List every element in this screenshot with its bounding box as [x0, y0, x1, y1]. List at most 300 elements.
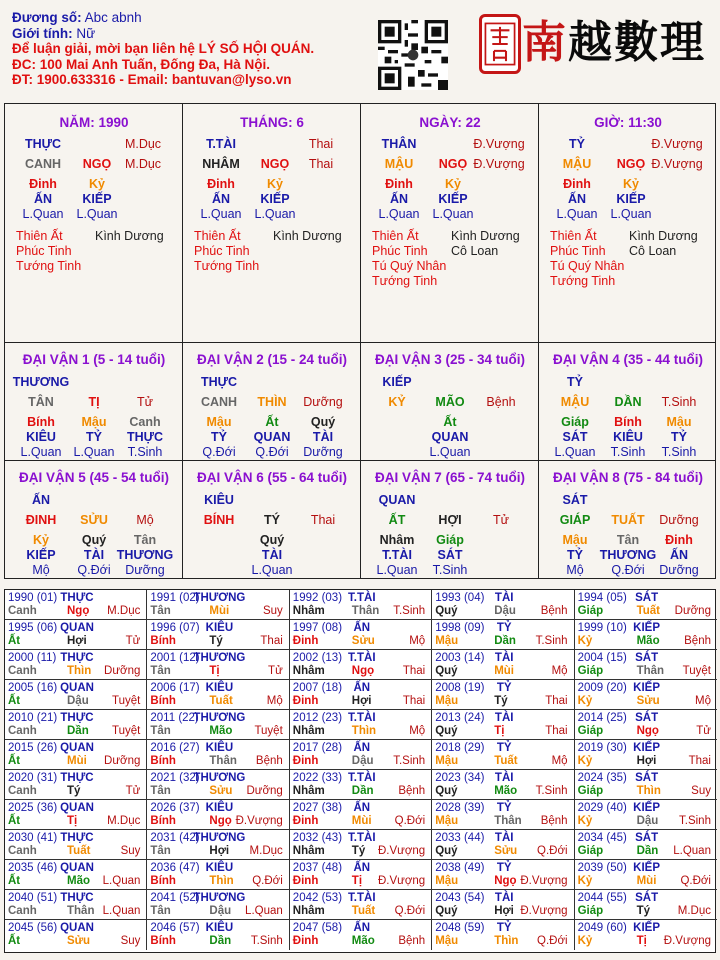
year-ten-god: ẤN — [353, 922, 371, 934]
year-ten-god: T.TÀI — [348, 892, 376, 904]
year-cell — [290, 830, 432, 860]
year-can: Mậu — [435, 695, 459, 707]
year-ten-god: KIÊU — [205, 682, 234, 694]
year-chi: Tý — [67, 785, 81, 797]
year-cell — [5, 620, 147, 650]
year-chi: Tý — [494, 695, 508, 707]
dai-van-title: ĐẠI VẬN 4 (35 - 44 tuổi) — [552, 352, 704, 367]
year-cell — [575, 650, 717, 680]
year-chi: Thân — [351, 605, 380, 617]
year-label: 2030 (41) — [8, 832, 58, 844]
year-ten-god: KIẾP — [633, 862, 661, 874]
year-can: Giáp — [577, 605, 604, 617]
year-ten-god: THỰC — [60, 652, 94, 664]
year-label: 2009 (20) — [577, 682, 627, 694]
dai-van-hidden-stem: Nhâm — [379, 533, 415, 547]
year-can: Bính — [150, 755, 176, 767]
year-cell — [290, 740, 432, 770]
year-ten-god: THƯƠNG — [193, 652, 246, 664]
pillar-cell — [360, 103, 539, 343]
year-ten-god: QUAN — [60, 622, 94, 634]
pillar-ten-god: THỰC — [24, 137, 62, 151]
year-stage: Thai — [688, 755, 711, 767]
year-chi: Dần — [494, 635, 516, 647]
year-can: Nhâm — [292, 905, 325, 917]
dai-van-hidden-stem: Ất — [265, 415, 279, 429]
year-stage: T.Sinh — [535, 635, 568, 647]
year-cell — [290, 680, 432, 710]
seal-stamp-icon — [479, 14, 521, 74]
year-can: Bính — [150, 875, 176, 887]
dai-van-cell — [4, 460, 183, 579]
pillar-hidden-stage: L.Quan — [556, 207, 598, 221]
year-label: 2010 (21) — [8, 712, 58, 724]
dai-van-stage: Mộ — [136, 513, 154, 527]
year-chi: Sửu — [494, 845, 518, 857]
year-stage: L.Quan — [102, 875, 141, 887]
dai-van-hidden-stem: Tân — [616, 533, 640, 547]
year-chi: Tị — [636, 935, 647, 947]
dai-van-hidden-stem: Tân — [133, 533, 157, 547]
dai-van-ten-god: TỶ — [567, 375, 583, 389]
year-ten-god: SÁT — [635, 592, 659, 604]
year-cell — [147, 680, 289, 710]
year-stage: M.Dục — [249, 845, 283, 857]
year-stage: Suy — [691, 785, 711, 797]
year-stage: Mộ — [266, 695, 283, 707]
dai-van-chi: DẦN — [614, 395, 642, 409]
year-can: Giáp — [577, 785, 604, 797]
year-stage: Đ.Vượng — [235, 815, 283, 827]
dai-van-ten-god: THƯƠNG — [12, 375, 70, 389]
dai-van-hidden-stem: Mậu — [206, 415, 232, 429]
dai-van-stage: Dưỡng — [659, 513, 699, 527]
year-cell — [147, 920, 289, 950]
year-cell — [5, 860, 147, 890]
dai-van-hidden-god: TÀI — [312, 430, 334, 444]
year-chi: Hợi — [209, 845, 230, 857]
year-cell — [5, 800, 147, 830]
year-label: 2029 (40) — [577, 802, 627, 814]
year-can: Canh — [8, 665, 37, 677]
year-label: 2016 (27) — [150, 742, 200, 754]
year-cell — [575, 890, 717, 920]
pillar-hidden-god: KIẾP — [438, 192, 468, 206]
year-chi: Tý — [209, 635, 223, 647]
year-ten-god: KIÊU — [205, 622, 234, 634]
year-label: 2034 (45) — [577, 832, 627, 844]
year-chi: Dần — [351, 785, 374, 797]
year-chi: Tị — [494, 725, 505, 737]
pillar-chi-stage: M.Dục — [124, 157, 162, 171]
year-ten-god: TÀI — [494, 652, 514, 664]
pillar-star: Phúc Tinh — [16, 244, 72, 258]
year-ten-god: QUAN — [60, 922, 94, 934]
year-chi: Thìn — [494, 935, 519, 947]
dai-van-stage: Dưỡng — [303, 395, 343, 409]
year-ten-god: QUAN — [60, 682, 94, 694]
dai-van-hidden-stage: Mộ — [32, 563, 50, 577]
pillar-star: Tướng Tinh — [16, 259, 82, 273]
dai-van-hidden-stage: Mộ — [566, 563, 584, 577]
year-chi: Ngọ — [351, 665, 375, 677]
pillar-hidden-god: ẤN — [211, 192, 231, 206]
name-value: Abc abnh — [84, 10, 142, 25]
year-label: 2021 (32) — [150, 772, 200, 784]
pillar-star: Thiên Ất — [550, 229, 597, 243]
year-chi: Tuất — [209, 695, 233, 707]
year-label: 2039 (50) — [577, 862, 627, 874]
pillar-star: Kình Dương — [95, 229, 164, 243]
year-can: Kỷ — [577, 755, 593, 767]
pillar-cell — [538, 103, 716, 343]
year-can: Ất — [8, 875, 21, 887]
year-ten-god: T.TÀI — [348, 772, 376, 784]
year-ten-god: ẤN — [353, 682, 371, 694]
year-label: 2018 (29) — [435, 742, 485, 754]
year-chi: Sửu — [67, 935, 91, 947]
year-stage: Q.Đới — [680, 875, 711, 887]
year-can: Bính — [150, 935, 176, 947]
year-ten-god: THỰC — [60, 772, 94, 784]
year-label: 1996 (07) — [150, 622, 200, 634]
year-cell — [5, 770, 147, 800]
year-label: 2013 (24) — [435, 712, 485, 724]
address-line: ĐC: 100 Mai Anh Tuấn, Đống Đa, Hà Nội. — [12, 56, 271, 72]
dai-van-hidden-stem: Giáp — [561, 415, 589, 429]
year-label: 2040 (51) — [8, 892, 58, 904]
year-chi: Ngọ — [67, 605, 90, 617]
year-label: 2042 (53) — [292, 892, 343, 904]
year-cell — [290, 650, 432, 680]
year-chi: Mùi — [209, 605, 230, 617]
year-cell — [432, 620, 574, 650]
year-cell — [575, 770, 717, 800]
year-cell — [575, 590, 717, 620]
year-label: 2043 (54) — [435, 892, 485, 904]
year-stage: T.Sinh — [393, 755, 426, 767]
year-chi: Mão — [494, 785, 518, 797]
year-cell — [432, 800, 574, 830]
pillar-hidden-god: ẤN — [33, 192, 53, 206]
dai-van-hidden-stage: L.Quan — [20, 445, 62, 459]
year-label: 1992 (03) — [292, 592, 343, 604]
dai-van-ten-god: QUAN — [378, 493, 416, 507]
dai-van-chi: THÌN — [257, 395, 287, 409]
pillar-hidden-stem: Kỷ — [267, 177, 283, 191]
pillar-title: GIỜ: 11:30 — [594, 115, 662, 130]
dai-van-chi: TUẤT — [611, 513, 645, 527]
dai-van-chi: SỬU — [80, 513, 108, 527]
pillar-chi-stage: Đ.Vượng — [473, 157, 525, 171]
year-label: 2025 (36) — [8, 802, 58, 814]
year-stage: T.Sinh — [393, 605, 426, 617]
year-ten-god: KIÊU — [205, 922, 234, 934]
year-stage: Đ.Vượng — [520, 905, 568, 917]
dai-van-hidden-god: ẤN — [669, 548, 689, 562]
year-can: Canh — [8, 605, 37, 617]
year-label: 2024 (35) — [577, 772, 627, 784]
year-ten-god: ẤN — [353, 802, 371, 814]
pillar-hidden-stage: L.Quan — [76, 207, 118, 221]
year-stage: Thai — [260, 635, 283, 647]
year-chi: Hợi — [351, 695, 372, 707]
year-cell — [5, 890, 147, 920]
year-can: Tân — [150, 845, 171, 857]
year-stage: Dưỡng — [104, 755, 141, 767]
year-ten-god: TÀI — [494, 832, 514, 844]
year-label: 2004 (15) — [577, 652, 627, 664]
year-ten-god: KIẾP — [633, 742, 661, 754]
year-cell — [432, 890, 574, 920]
year-cell — [147, 740, 289, 770]
pillar-chi: NGỌ — [260, 157, 290, 171]
dai-van-stage: Thai — [310, 513, 336, 527]
year-table — [4, 589, 716, 953]
pillar-chi: NGỌ — [82, 157, 112, 171]
dai-van-hidden-stage: T.Sinh — [661, 445, 697, 459]
year-can: Bính — [150, 815, 176, 827]
pillar-hidden-god: ẤN — [567, 192, 587, 206]
year-ten-god: SÁT — [635, 772, 659, 784]
pillar-stage: Thai — [308, 137, 334, 151]
year-can: Mậu — [435, 815, 459, 827]
year-can: Quý — [435, 905, 458, 917]
dai-van-hidden-god: KIẾP — [26, 548, 56, 562]
pillar-chi: NGỌ — [616, 157, 646, 171]
pillar-hidden-stem: Kỷ — [623, 177, 639, 191]
dai-van-hidden-stage: L.Quan — [73, 445, 115, 459]
dai-van-stage: Bệnh — [486, 395, 516, 409]
year-can: Bính — [150, 695, 176, 707]
pillar-hidden-stem: Đinh — [385, 177, 413, 191]
year-cell — [147, 860, 289, 890]
year-cell — [147, 830, 289, 860]
year-cell — [290, 710, 432, 740]
dai-van-hidden-stem: Quý — [310, 415, 336, 429]
year-label: 2008 (19) — [435, 682, 485, 694]
dai-van-hidden-stage: T.Sinh — [127, 445, 163, 459]
year-stage: Tuyệt — [112, 725, 141, 737]
year-stage: Bệnh — [540, 605, 568, 617]
year-cell — [5, 830, 147, 860]
year-can: Mậu — [435, 755, 459, 767]
pillar-hidden-stem: Đinh — [29, 177, 57, 191]
gender-label: Giới tính: — [12, 25, 73, 41]
year-stage: T.Sinh — [679, 815, 711, 827]
dai-van-hidden-stage: Dưỡng — [303, 445, 343, 459]
year-cell — [5, 710, 147, 740]
year-chi: Mùi — [494, 665, 514, 677]
year-stage: Dưỡng — [104, 665, 141, 677]
year-label: 2006 (17) — [150, 682, 200, 694]
year-stage: Tuyệt — [254, 725, 283, 737]
year-stage: Tuyệt — [682, 665, 711, 677]
year-stage: Dưỡng — [246, 785, 283, 797]
year-cell — [147, 770, 289, 800]
pillar-can: NHÂM — [202, 157, 240, 171]
pillar-hidden-stem: Kỷ — [89, 177, 105, 191]
year-stage: Mộ — [409, 725, 426, 737]
year-label: 2026 (37) — [150, 802, 200, 814]
pillar-hidden-god: ẤN — [389, 192, 409, 206]
year-label: 2022 (33) — [292, 772, 343, 784]
year-can: Ất — [8, 635, 21, 647]
dai-van-hidden-stage: Q.Đới — [611, 563, 645, 577]
year-can: Đinh — [292, 755, 319, 767]
pillar-star: Tướng Tinh — [550, 274, 616, 288]
year-cell — [575, 680, 717, 710]
pillar-hidden-stage: L.Quan — [22, 207, 64, 221]
dai-van-chi: TỊ — [88, 395, 100, 409]
dai-van-ten-god: ẤN — [31, 493, 51, 507]
dai-van-can: TÂN — [28, 395, 54, 409]
logo-text: 南越數理 — [522, 17, 706, 68]
year-can: Mậu — [435, 935, 459, 947]
dai-van-hidden-god: TỶ — [567, 548, 583, 562]
year-label: 1998 (09) — [435, 622, 485, 634]
pillar-star: Kình Dương — [273, 229, 342, 243]
dai-van-can: KỶ — [388, 395, 406, 409]
year-stage: Tử — [268, 665, 283, 677]
year-chi: Thìn — [636, 785, 661, 797]
year-ten-god: KIÊU — [205, 742, 234, 754]
year-stage: Bệnh — [255, 755, 283, 767]
dai-van-hidden-god: TỶ — [671, 430, 687, 444]
year-chi: Thân — [636, 665, 665, 677]
year-chi: Dậu — [67, 695, 89, 707]
year-chi: Tuất — [494, 755, 518, 767]
year-stage: Đ.Vượng — [377, 875, 426, 887]
year-label: 2003 (14) — [435, 652, 485, 664]
year-label: 1999 (10) — [577, 622, 627, 634]
year-can: Kỷ — [577, 695, 593, 707]
year-cell — [575, 860, 717, 890]
year-can: Tân — [150, 785, 171, 797]
year-cell — [290, 590, 432, 620]
dai-van-hidden-god: TỶ — [86, 430, 102, 444]
year-cell — [432, 680, 574, 710]
year-label: 2019 (30) — [577, 742, 627, 754]
year-can: Quý — [435, 665, 458, 677]
dai-van-hidden-god: THƯƠNG — [116, 548, 174, 562]
year-stage: Bệnh — [398, 935, 426, 947]
dai-van-ten-god: KIẾP — [382, 375, 412, 389]
contact-line: Để luận giải, mời bạn liên hệ LÝ SỐ HỘI QUÁN. — [12, 41, 315, 56]
dai-van-stage: T.Sinh — [661, 395, 697, 409]
year-chi: Tị — [209, 665, 220, 677]
dai-van-hidden-god: SÁT — [437, 548, 463, 562]
year-ten-god: SÁT — [635, 652, 659, 664]
dai-van-title: ĐẠI VẬN 2 (15 - 24 tuổi) — [196, 352, 348, 367]
year-can: Nhâm — [292, 665, 325, 677]
year-ten-god: THƯƠNG — [193, 712, 246, 724]
year-stage: Suy — [262, 605, 283, 617]
year-ten-god: SÁT — [635, 712, 659, 724]
year-ten-god: ẤN — [353, 862, 371, 874]
year-ten-god: KIẾP — [633, 682, 661, 694]
year-chi: Dậu — [351, 755, 374, 767]
pillar-star: Thiên Ất — [372, 229, 419, 243]
pillar-hidden-stage: L.Quan — [432, 207, 474, 221]
year-stage: Mộ — [551, 665, 568, 677]
year-cell — [432, 920, 574, 950]
year-ten-god: TÀI — [494, 892, 514, 904]
year-ten-god: THƯƠNG — [193, 592, 246, 604]
dai-van-hidden-god: TỶ — [211, 430, 227, 444]
year-chi: Mùi — [636, 875, 657, 887]
year-stage: L.Quan — [102, 905, 141, 917]
dai-van-hidden-god: TÀI — [83, 548, 105, 562]
year-ten-god: TỶ — [496, 742, 512, 754]
year-label: 2020 (31) — [8, 772, 58, 784]
year-can: Canh — [8, 845, 37, 857]
year-label: 2007 (18) — [292, 682, 343, 694]
year-ten-god: KIÊU — [205, 802, 234, 814]
year-ten-god: KIẾP — [633, 922, 661, 934]
year-chi: Tý — [351, 845, 366, 857]
year-chi: Mão — [67, 875, 90, 887]
year-cell — [5, 650, 147, 680]
year-ten-god: THỰC — [60, 892, 94, 904]
pillar-hidden-stem: Kỷ — [445, 177, 461, 191]
year-can: Nhâm — [292, 605, 325, 617]
dai-van-title: ĐẠI VẬN 3 (25 - 34 tuổi) — [374, 352, 526, 367]
year-ten-god: T.TÀI — [348, 832, 376, 844]
year-chi: Thân — [67, 905, 95, 917]
dai-van-cell — [360, 460, 539, 579]
year-stage: Tuyệt — [112, 695, 141, 707]
year-ten-god: T.TÀI — [348, 592, 376, 604]
year-stage: Tử — [125, 785, 141, 797]
year-can: Kỷ — [577, 875, 593, 887]
year-stage: Tử — [125, 635, 141, 647]
dai-van-ten-god: SÁT — [562, 493, 588, 507]
year-can: Ất — [8, 695, 21, 707]
year-cell — [432, 740, 574, 770]
year-ten-god: QUAN — [60, 862, 94, 874]
dai-van-chi: TÝ — [264, 513, 280, 527]
year-can: Mậu — [435, 875, 459, 887]
dai-van-chi: HỢI — [438, 513, 462, 527]
year-label: 2017 (28) — [292, 742, 343, 754]
year-can: Đinh — [292, 875, 319, 887]
pillar-star: Phúc Tinh — [372, 244, 428, 258]
year-cell — [432, 710, 574, 740]
year-stage: Suy — [120, 845, 141, 857]
pillar-star: Kình Dương — [629, 229, 698, 243]
dai-van-stage: Tử — [136, 395, 154, 409]
year-ten-god: ẤN — [353, 622, 371, 634]
year-chi: Tý — [636, 905, 651, 917]
year-cell — [575, 800, 717, 830]
year-label: 2027 (38) — [292, 802, 343, 814]
year-can: Đinh — [292, 815, 319, 827]
dai-van-can: ẤT — [388, 513, 406, 527]
gender-value: Nữ — [76, 25, 96, 41]
year-can: Nhâm — [292, 785, 325, 797]
pillar-title: NGÀY: 22 — [419, 115, 481, 130]
year-can: Nhâm — [292, 725, 325, 737]
year-label: 2012 (23) — [292, 712, 343, 724]
year-stage: Mộ — [551, 755, 568, 767]
dai-van-hidden-stem: Giáp — [436, 533, 464, 547]
pillar-star: Cô Loan — [629, 244, 677, 258]
year-chi: Tị — [351, 875, 363, 887]
year-stage: Đ.Vượng — [377, 845, 426, 857]
year-ten-god: KIẾP — [633, 802, 661, 814]
dai-van-cell — [4, 342, 183, 461]
